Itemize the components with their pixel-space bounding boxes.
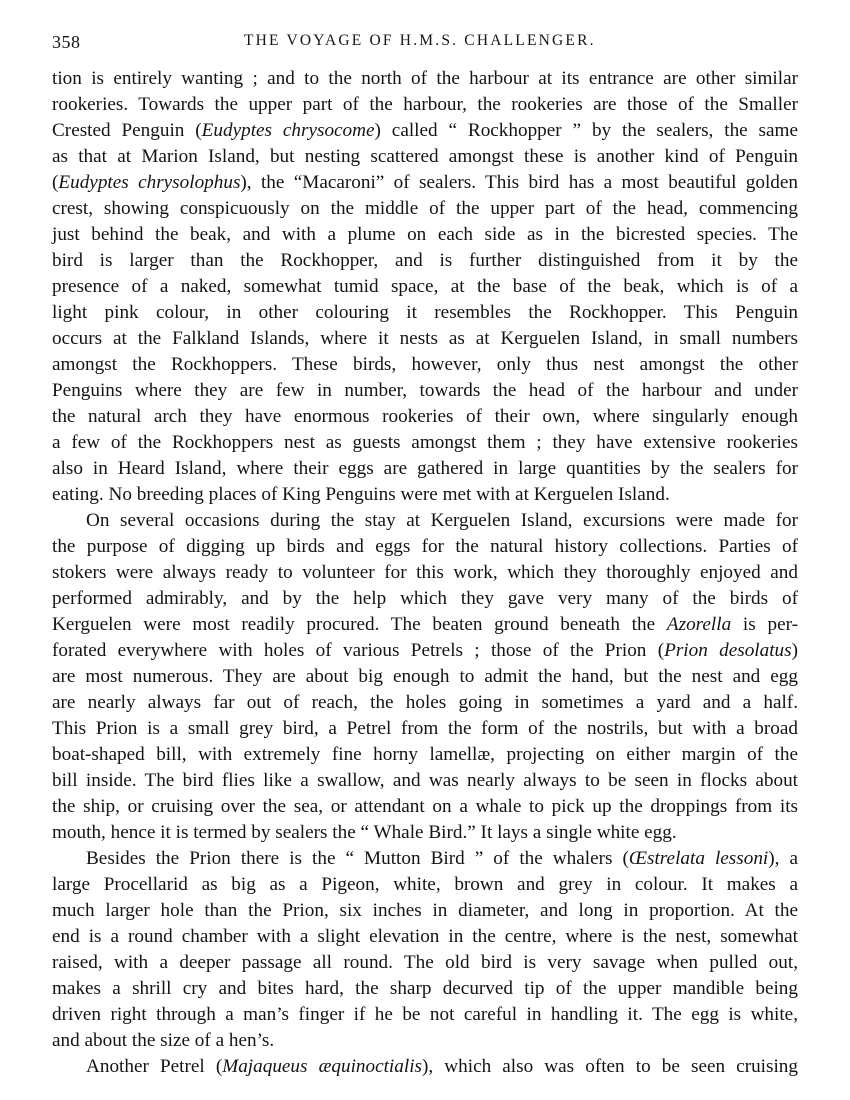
text-line: Kerguelen were most readily procured. The beaten ground beneath the Azorella is per- — [52, 614, 798, 635]
text-line: light pink colour, in other colouring it resembles the Rockhopper. This Penguin — [52, 302, 798, 323]
text-line: eating. No breeding places of King Penguins were met with at Kerguelen Island. — [52, 484, 670, 505]
page-number: 358 — [52, 32, 81, 52]
text-line: crest, showing conspicuously on the middle of the upper part of the head, commencing — [52, 198, 798, 219]
text-line: Besides the Prion there is the “ Mutton Bird ” of the whalers (Œstrelata lessoni), a — [86, 848, 799, 869]
text-line: (Eudyptes chrysolophus), the “Macaroni” of sealers. This bird has a most beautiful golden — [52, 172, 798, 193]
text-line: mouth, hence it is termed by sealers the “ Whale Bird.” It lays a single white egg. — [52, 822, 677, 843]
text-line: Penguins where they are few in number, towards the head of the harbour and under — [52, 380, 798, 401]
text-line: boat-shaped bill, with extremely fine horny lamellæ, projecting on either margin of the — [52, 744, 798, 765]
text-line: occurs at the Falkland Islands, where it nests as at Kerguelen Island, in small numbers — [52, 328, 798, 349]
body-text — [52, 66, 798, 1080]
running-head: THE VOYAGE OF H.M.S. CHALLENGER. — [244, 32, 596, 49]
text-line: bird is larger than the Rockhopper, and is further distinguished from it by the — [52, 250, 798, 271]
text-line: large Procellarid as big as a Pigeon, white, brown and grey in colour. It makes a — [52, 874, 798, 895]
text-line: stokers were always ready to volunteer for this work, which they thoroughly enjoyed and — [52, 562, 798, 583]
book-page — [52, 24, 798, 1080]
text-line: amongst the Rockhoppers. These birds, however, only thus nest amongst the other — [52, 354, 798, 375]
text-line: bill inside. The bird flies like a swallow, and was nearly always to be seen in flocks about — [52, 770, 798, 791]
text-line: end is a round chamber with a slight elevation in the centre, where is the nest, somewhat — [52, 926, 798, 947]
text-line: rookeries. Towards the upper part of the harbour, the rookeries are those of the Smaller — [52, 94, 798, 115]
text-line: Crested Penguin (Eudyptes chrysocome) called “ Rockhopper ” by the sealers, the same — [52, 120, 798, 141]
text-line: raised, with a deeper passage all round. The old bird is very savage when pulled out, — [52, 952, 798, 973]
page-header — [52, 24, 798, 54]
text-line: This Prion is a small grey bird, a Petrel from the form of the nostrils, but with a broad — [52, 718, 798, 739]
text-line: On several occasions during the stay at Kerguelen Island, excursions were made for — [86, 510, 798, 531]
text-line: a few of the Rockhoppers nest as guests amongst them ; they have extensive rookeries — [52, 432, 798, 453]
text-line: as that at Marion Island, but nesting scattered amongst these is another kind of Penguin — [52, 146, 798, 167]
text-line: much larger hole than the Prion, six inches in diameter, and long in proportion. At the — [52, 900, 798, 921]
text-line: and about the size of a hen’s. — [52, 1030, 275, 1051]
text-line: are most numerous. They are about big enough to admit the hand, but the nest and egg — [52, 666, 798, 687]
text-line: driven right through a man’s finger if he be not careful in handling it. The egg is white, — [52, 1004, 798, 1025]
text-line: the ship, or cruising over the sea, or attendant on a whale to pick up the droppings from its — [52, 796, 798, 817]
paragraph — [52, 66, 798, 508]
text-line: presence of a naked, somewhat tumid space, at the base of the beak, which is of a — [52, 276, 798, 297]
text-line: also in Heard Island, where their eggs are gathered in large quantities by the sealers for — [52, 458, 798, 479]
text-line: forated everywhere with holes of various Petrels ; those of the Prion (Prion desolatus) — [52, 640, 798, 661]
paragraph — [52, 508, 798, 846]
paragraph — [52, 846, 798, 1054]
text-line: tion is entirely wanting ; and to the north of the harbour at its entrance are other similar — [52, 68, 798, 89]
text-line: the natural arch they have enormous rookeries of their own, where singularly enough — [52, 406, 798, 427]
text-line: the purpose of digging up birds and eggs for the natural history collections. Parties of — [52, 536, 798, 557]
text-line: just behind the beak, and with a plume on each side as in the bicrested species. The — [52, 224, 798, 245]
text-line: performed admirably, and by the help which they gave very many of the birds of — [52, 588, 798, 609]
paragraph — [52, 1054, 798, 1080]
text-line: Another Petrel (Majaqueus æquinoctialis), which also was often to be seen cruising — [86, 1056, 798, 1077]
text-line: are nearly always far out of reach, the holes going in sometimes a yard and a half. — [52, 692, 798, 713]
text-line: makes a shrill cry and bites hard, the sharp decurved tip of the upper mandible being — [52, 978, 798, 999]
